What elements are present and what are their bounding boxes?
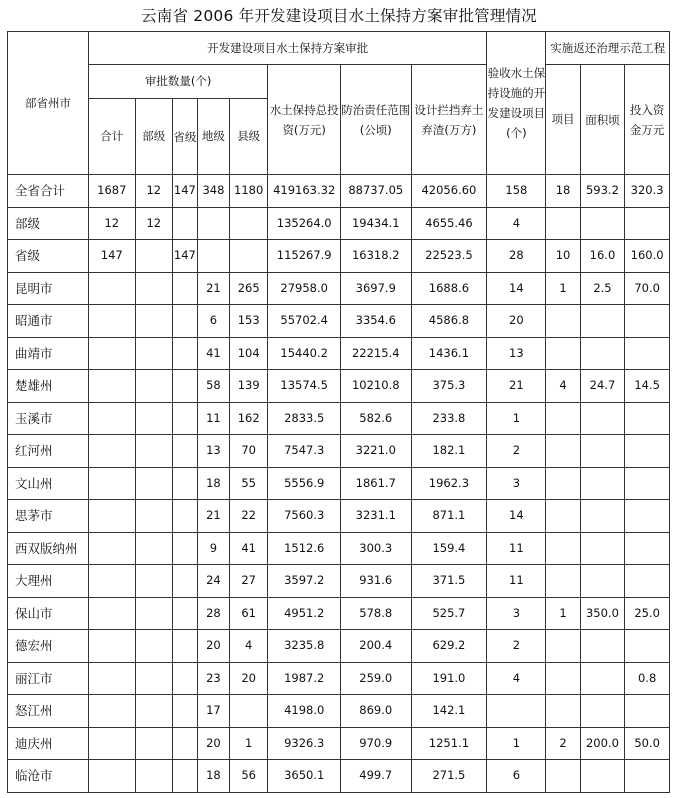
cell-demo-area <box>580 760 625 793</box>
cell-demo-area <box>580 467 625 500</box>
cell-province <box>172 207 197 240</box>
cell-demo-projects: 2 <box>546 727 580 760</box>
cell-ministry <box>135 727 172 760</box>
cell-accepted: 20 <box>487 305 546 338</box>
cell-demo-projects <box>546 565 580 598</box>
cell-accepted: 3 <box>487 467 546 500</box>
cell-demo-projects <box>546 532 580 565</box>
cell-county: 56 <box>230 760 268 793</box>
approval-table <box>7 31 670 793</box>
cell-county: 104 <box>230 337 268 370</box>
cell-county: 1180 <box>230 175 268 208</box>
cell-demo-projects: 18 <box>546 175 580 208</box>
cell-ministry <box>135 662 172 695</box>
cell-ministry <box>135 240 172 273</box>
cell-prefecture: 21 <box>197 272 229 305</box>
cell-county: 139 <box>230 370 268 403</box>
cell-county: 55 <box>230 467 268 500</box>
table-body <box>8 175 670 793</box>
cell-waste: 1962.3 <box>411 467 487 500</box>
cell-waste: 1436.1 <box>411 337 487 370</box>
cell-ministry <box>135 597 172 630</box>
cell-waste: 271.5 <box>411 760 487 793</box>
cell-province <box>172 500 197 533</box>
cell-demo-projects <box>546 305 580 338</box>
cell-demo-area: 593.2 <box>580 175 625 208</box>
row-name: 玉溪市 <box>8 402 89 435</box>
cell-demo-projects <box>546 630 580 663</box>
cell-accepted: 1 <box>487 402 546 435</box>
cell-province <box>172 370 197 403</box>
header-demo-projects: 项目 <box>546 65 580 175</box>
table-row <box>8 565 670 598</box>
row-name: 临沧市 <box>8 760 89 793</box>
cell-prefecture: 28 <box>197 597 229 630</box>
cell-demo-funds: 160.0 <box>625 240 670 273</box>
cell-demo-projects <box>546 500 580 533</box>
cell-accepted: 1 <box>487 727 546 760</box>
cell-demo-funds <box>625 337 670 370</box>
row-name: 全省合计 <box>8 175 89 208</box>
cell-total <box>88 402 135 435</box>
row-name: 德宏州 <box>8 630 89 663</box>
cell-investment: 4198.0 <box>268 695 341 728</box>
cell-total <box>88 662 135 695</box>
header-demo-funds: 投入资金万元 <box>625 65 670 175</box>
cell-ministry <box>135 760 172 793</box>
cell-province <box>172 565 197 598</box>
header-approval-group: 开发建设项目水土保持方案审批 <box>88 32 486 65</box>
cell-accepted: 14 <box>487 272 546 305</box>
cell-waste: 629.2 <box>411 630 487 663</box>
cell-demo-area <box>580 435 625 468</box>
cell-demo-funds <box>625 467 670 500</box>
cell-ministry <box>135 305 172 338</box>
row-name: 西双版纳州 <box>8 532 89 565</box>
cell-waste: 42056.60 <box>411 175 487 208</box>
cell-county: 22 <box>230 500 268 533</box>
cell-province <box>172 760 197 793</box>
cell-ministry <box>135 435 172 468</box>
cell-waste: 871.1 <box>411 500 487 533</box>
cell-accepted <box>487 695 546 728</box>
cell-investment: 115267.9 <box>268 240 341 273</box>
cell-investment: 2833.5 <box>268 402 341 435</box>
cell-demo-funds <box>625 207 670 240</box>
cell-investment: 4951.2 <box>268 597 341 630</box>
cell-investment: 419163.32 <box>268 175 341 208</box>
cell-demo-funds <box>625 305 670 338</box>
cell-area: 3221.0 <box>341 435 412 468</box>
row-name: 省级 <box>8 240 89 273</box>
cell-demo-area <box>580 305 625 338</box>
cell-county <box>230 695 268 728</box>
cell-province <box>172 435 197 468</box>
cell-province <box>172 467 197 500</box>
cell-county: 70 <box>230 435 268 468</box>
cell-total <box>88 467 135 500</box>
cell-demo-area: 24.7 <box>580 370 625 403</box>
cell-demo-projects: 1 <box>546 272 580 305</box>
cell-waste: 375.3 <box>411 370 487 403</box>
cell-accepted: 11 <box>487 565 546 598</box>
cell-demo-area <box>580 337 625 370</box>
row-name: 曲靖市 <box>8 337 89 370</box>
cell-prefecture: 18 <box>197 760 229 793</box>
cell-prefecture: 18 <box>197 467 229 500</box>
table-row <box>8 337 670 370</box>
table-row <box>8 175 670 208</box>
cell-total <box>88 500 135 533</box>
cell-waste: 4655.46 <box>411 207 487 240</box>
cell-prefecture: 24 <box>197 565 229 598</box>
cell-county: 41 <box>230 532 268 565</box>
header-approval-count: 审批数量(个) <box>88 65 267 99</box>
cell-investment: 3235.8 <box>268 630 341 663</box>
header-province: 省级 <box>172 99 197 175</box>
cell-accepted: 11 <box>487 532 546 565</box>
cell-demo-area <box>580 695 625 728</box>
row-name: 怒江州 <box>8 695 89 728</box>
cell-ministry <box>135 370 172 403</box>
cell-area: 582.6 <box>341 402 412 435</box>
cell-accepted: 4 <box>487 207 546 240</box>
table-row <box>8 662 670 695</box>
row-name: 昭通市 <box>8 305 89 338</box>
cell-province <box>172 597 197 630</box>
cell-demo-funds <box>625 500 670 533</box>
cell-waste: 22523.5 <box>411 240 487 273</box>
cell-total <box>88 727 135 760</box>
table-row <box>8 500 670 533</box>
cell-area: 931.6 <box>341 565 412 598</box>
cell-demo-projects <box>546 402 580 435</box>
cell-county: 27 <box>230 565 268 598</box>
cell-county <box>230 207 268 240</box>
cell-accepted: 6 <box>487 760 546 793</box>
cell-province <box>172 532 197 565</box>
cell-demo-funds: 50.0 <box>625 727 670 760</box>
cell-total: 147 <box>88 240 135 273</box>
cell-waste: 182.1 <box>411 435 487 468</box>
cell-prefecture: 58 <box>197 370 229 403</box>
cell-area: 22215.4 <box>341 337 412 370</box>
cell-investment: 3650.1 <box>268 760 341 793</box>
cell-demo-funds <box>625 630 670 663</box>
cell-province <box>172 337 197 370</box>
cell-prefecture <box>197 240 229 273</box>
cell-demo-projects <box>546 662 580 695</box>
cell-investment: 3597.2 <box>268 565 341 598</box>
cell-province <box>172 272 197 305</box>
cell-investment: 135264.0 <box>268 207 341 240</box>
row-name: 昆明市 <box>8 272 89 305</box>
cell-investment: 13574.5 <box>268 370 341 403</box>
cell-province <box>172 727 197 760</box>
cell-demo-funds <box>625 565 670 598</box>
cell-total <box>88 337 135 370</box>
cell-province <box>172 695 197 728</box>
cell-demo-funds: 70.0 <box>625 272 670 305</box>
cell-demo-area: 200.0 <box>580 727 625 760</box>
cell-demo-area <box>580 207 625 240</box>
cell-area: 3354.6 <box>341 305 412 338</box>
table-row <box>8 597 670 630</box>
cell-total <box>88 630 135 663</box>
table-row <box>8 272 670 305</box>
cell-area: 300.3 <box>341 532 412 565</box>
cell-demo-projects: 1 <box>546 597 580 630</box>
cell-demo-funds <box>625 695 670 728</box>
cell-county: 61 <box>230 597 268 630</box>
cell-demo-funds <box>625 435 670 468</box>
cell-total <box>88 435 135 468</box>
cell-county <box>230 240 268 273</box>
cell-ministry <box>135 500 172 533</box>
cell-prefecture: 9 <box>197 532 229 565</box>
cell-demo-area: 350.0 <box>580 597 625 630</box>
cell-total <box>88 565 135 598</box>
header-ministry: 部级 <box>135 99 172 175</box>
cell-prefecture: 17 <box>197 695 229 728</box>
cell-total: 12 <box>88 207 135 240</box>
cell-demo-projects <box>546 695 580 728</box>
cell-province <box>172 305 197 338</box>
cell-waste: 159.4 <box>411 532 487 565</box>
cell-ministry <box>135 565 172 598</box>
header-waste: 设计拦挡弃土弃渣(万方) <box>411 65 487 175</box>
cell-county: 20 <box>230 662 268 695</box>
cell-investment: 7560.3 <box>268 500 341 533</box>
cell-investment: 9326.3 <box>268 727 341 760</box>
row-name: 大理州 <box>8 565 89 598</box>
row-name: 文山州 <box>8 467 89 500</box>
cell-county: 265 <box>230 272 268 305</box>
cell-waste: 1688.6 <box>411 272 487 305</box>
cell-area: 578.8 <box>341 597 412 630</box>
cell-demo-projects: 4 <box>546 370 580 403</box>
cell-demo-projects <box>546 435 580 468</box>
cell-ministry: 12 <box>135 207 172 240</box>
cell-demo-projects <box>546 760 580 793</box>
cell-demo-projects: 10 <box>546 240 580 273</box>
cell-total <box>88 370 135 403</box>
cell-investment: 1512.6 <box>268 532 341 565</box>
cell-ministry <box>135 337 172 370</box>
cell-area: 19434.1 <box>341 207 412 240</box>
table-row <box>8 467 670 500</box>
row-name: 红河州 <box>8 435 89 468</box>
cell-prefecture: 21 <box>197 500 229 533</box>
cell-ministry <box>135 695 172 728</box>
table-row <box>8 532 670 565</box>
row-name: 保山市 <box>8 597 89 630</box>
header-investment: 水土保持总投资(万元) <box>268 65 341 175</box>
cell-county: 162 <box>230 402 268 435</box>
cell-demo-funds <box>625 760 670 793</box>
cell-investment: 1987.2 <box>268 662 341 695</box>
cell-ministry <box>135 532 172 565</box>
cell-demo-area <box>580 630 625 663</box>
cell-demo-projects <box>546 337 580 370</box>
cell-province <box>172 662 197 695</box>
cell-accepted: 13 <box>487 337 546 370</box>
cell-area: 1861.7 <box>341 467 412 500</box>
table-row <box>8 305 670 338</box>
cell-demo-area <box>580 565 625 598</box>
cell-area: 869.0 <box>341 695 412 728</box>
cell-area: 3231.1 <box>341 500 412 533</box>
cell-accepted: 28 <box>487 240 546 273</box>
header-total: 合计 <box>88 99 135 175</box>
header-demo-group: 实施返还治理示范工程 <box>546 32 670 65</box>
cell-total <box>88 272 135 305</box>
cell-accepted: 21 <box>487 370 546 403</box>
cell-county: 153 <box>230 305 268 338</box>
table-row <box>8 695 670 728</box>
cell-total <box>88 695 135 728</box>
cell-province <box>172 402 197 435</box>
cell-demo-area: 16.0 <box>580 240 625 273</box>
cell-total <box>88 597 135 630</box>
cell-province: 147 <box>172 175 197 208</box>
cell-ministry <box>135 272 172 305</box>
cell-demo-funds: 25.0 <box>625 597 670 630</box>
cell-accepted: 2 <box>487 435 546 468</box>
cell-demo-projects <box>546 467 580 500</box>
cell-ministry <box>135 402 172 435</box>
cell-prefecture: 13 <box>197 435 229 468</box>
cell-investment: 7547.3 <box>268 435 341 468</box>
cell-demo-area <box>580 500 625 533</box>
header-area: 防治责任范围(公顷) <box>341 65 412 175</box>
cell-demo-area: 2.5 <box>580 272 625 305</box>
cell-accepted: 2 <box>487 630 546 663</box>
cell-prefecture: 23 <box>197 662 229 695</box>
cell-prefecture <box>197 207 229 240</box>
cell-demo-area <box>580 662 625 695</box>
cell-area: 259.0 <box>341 662 412 695</box>
cell-investment: 27958.0 <box>268 272 341 305</box>
table-row <box>8 240 670 273</box>
cell-area: 970.9 <box>341 727 412 760</box>
header-accepted: 验收水土保持设施的开发建设项目(个) <box>487 32 546 175</box>
cell-demo-projects <box>546 207 580 240</box>
cell-prefecture: 20 <box>197 727 229 760</box>
cell-accepted: 14 <box>487 500 546 533</box>
header-demo-area: 面积顷 <box>580 65 625 175</box>
table-row <box>8 630 670 663</box>
cell-accepted: 158 <box>487 175 546 208</box>
cell-waste: 233.8 <box>411 402 487 435</box>
table-row <box>8 727 670 760</box>
cell-province: 147 <box>172 240 197 273</box>
cell-accepted: 3 <box>487 597 546 630</box>
header-region: 部省州市 <box>8 32 89 175</box>
cell-investment: 55702.4 <box>268 305 341 338</box>
cell-total <box>88 760 135 793</box>
row-name: 迪庆州 <box>8 727 89 760</box>
cell-prefecture: 348 <box>197 175 229 208</box>
cell-prefecture: 20 <box>197 630 229 663</box>
cell-demo-funds: 0.8 <box>625 662 670 695</box>
table-row <box>8 370 670 403</box>
cell-waste: 1251.1 <box>411 727 487 760</box>
cell-ministry: 12 <box>135 175 172 208</box>
cell-demo-area <box>580 402 625 435</box>
cell-waste: 371.5 <box>411 565 487 598</box>
cell-waste: 4586.8 <box>411 305 487 338</box>
cell-total: 1687 <box>88 175 135 208</box>
cell-total <box>88 532 135 565</box>
cell-prefecture: 41 <box>197 337 229 370</box>
cell-area: 200.4 <box>341 630 412 663</box>
cell-total <box>88 305 135 338</box>
cell-county: 1 <box>230 727 268 760</box>
cell-demo-funds: 320.3 <box>625 175 670 208</box>
table-row <box>8 760 670 793</box>
cell-accepted: 4 <box>487 662 546 695</box>
cell-area: 10210.8 <box>341 370 412 403</box>
cell-area: 88737.05 <box>341 175 412 208</box>
cell-prefecture: 6 <box>197 305 229 338</box>
row-name: 部级 <box>8 207 89 240</box>
cell-area: 499.7 <box>341 760 412 793</box>
cell-waste: 525.7 <box>411 597 487 630</box>
row-name: 丽江市 <box>8 662 89 695</box>
cell-area: 16318.2 <box>341 240 412 273</box>
header-county: 县级 <box>230 99 268 175</box>
row-name: 思茅市 <box>8 500 89 533</box>
cell-county: 4 <box>230 630 268 663</box>
cell-ministry <box>135 467 172 500</box>
cell-investment: 15440.2 <box>268 337 341 370</box>
cell-demo-area <box>580 532 625 565</box>
page-title: 云南省 2006 年开发建设项目水土保持方案审批管理情况 <box>141 7 537 25</box>
cell-demo-funds <box>625 402 670 435</box>
cell-waste: 191.0 <box>411 662 487 695</box>
cell-investment: 5556.9 <box>268 467 341 500</box>
cell-waste: 142.1 <box>411 695 487 728</box>
cell-demo-funds: 14.5 <box>625 370 670 403</box>
cell-area: 3697.9 <box>341 272 412 305</box>
cell-demo-funds <box>625 532 670 565</box>
cell-prefecture: 11 <box>197 402 229 435</box>
table-row <box>8 207 670 240</box>
cell-ministry <box>135 630 172 663</box>
table-row <box>8 435 670 468</box>
table-row <box>8 402 670 435</box>
header-prefecture: 地级 <box>197 99 229 175</box>
row-name: 楚雄州 <box>8 370 89 403</box>
cell-province <box>172 630 197 663</box>
